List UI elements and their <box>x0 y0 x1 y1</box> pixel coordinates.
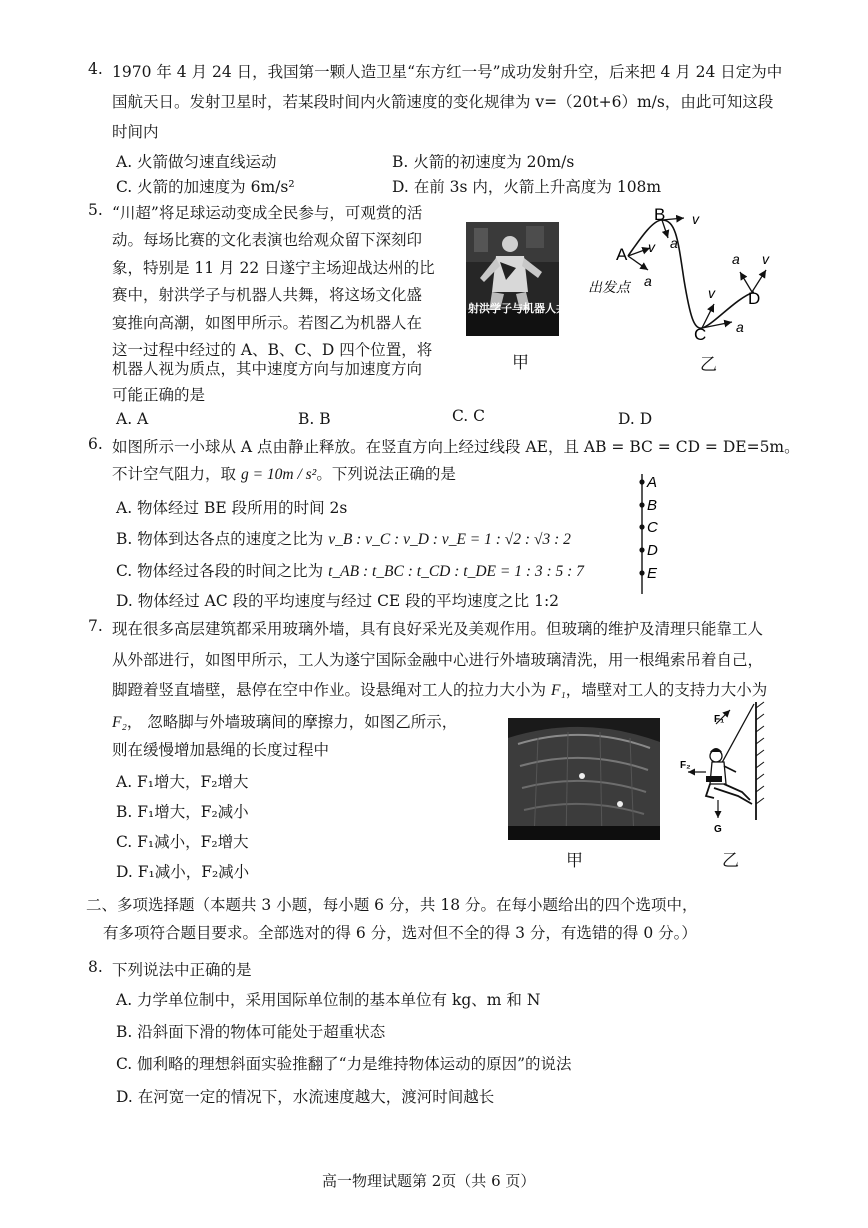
q7-option-b: B. F₁增大，F₂减小 <box>116 803 249 821</box>
point-c-a-label: a <box>736 319 744 335</box>
q5-number: 5. <box>88 201 103 219</box>
q4-option-a: A. 火箭做匀速直线运动 <box>116 153 277 171</box>
q5-trajectory-diagram <box>586 200 786 376</box>
q5-stem-line: 可能正确的是 <box>112 386 206 404</box>
point-b-a-label: a <box>670 235 678 251</box>
point-d-label: D <box>647 542 658 559</box>
q5-stem-line: 动。每场比赛的文化表演也给观众留下深刻印 <box>112 231 423 249</box>
point-b-label: B <box>654 205 666 224</box>
q7-worker-force-diagram <box>670 700 770 850</box>
section2-heading-line1: 二、多项选择题（本题共 3 小题，每小题 6 分，共 18 分。在每小题给出的四个选项中， <box>86 896 698 914</box>
q4-option-d: D. 在前 3s 内，火箭上升高度为 108m <box>392 178 662 196</box>
point-c-label: C <box>694 325 707 344</box>
q6-option-c-text: C. 物体经过各段的时间之比为 <box>116 562 329 580</box>
q7-stem-line3-post: ，墙壁对工人的支持力大小为 <box>565 681 768 699</box>
q6-option-a: A. 物体经过 BE 段所用的时间 2s <box>116 499 348 517</box>
q8-option-a: A. 力学单位制中，采用国际单位制的基本单位有 kg、m 和 N <box>116 991 541 1009</box>
q8-option-d: D. 在河宽一定的情况下，水流速度越大，渡河时间越长 <box>116 1088 495 1106</box>
q7-stem-line1: 现在很多高层建筑都采用玻璃外墙，具有良好采光及美观作用。但玻璃的维护及清理只能靠工人 <box>112 620 764 638</box>
q4-option-b: B. 火箭的初速度为 20m/s <box>392 153 575 171</box>
q7-stem-line3 <box>112 678 767 700</box>
q5-stem-line: 这一过程中经过的 A、B、C、D 四个位置，将 <box>112 341 433 359</box>
q7-stem-line4-post: ， 忽略脚与外墙玻璃间的摩擦力，如图乙所示， <box>126 713 458 731</box>
point-c-dot <box>639 524 644 529</box>
q6-option-b <box>116 527 571 549</box>
q7-stem-line2: 从外部进行，如图甲所示，工人为遂宁国际金融中心进行外墙玻璃清洗，用一根绳索吊着自己， <box>112 651 764 669</box>
q8-number: 8. <box>88 958 103 976</box>
q6-stem-line2-pre: 不计空气阻力，取 <box>112 465 241 483</box>
q6-stem-line2-post: 。下列说法正确的是 <box>316 465 456 483</box>
q6-option-c-formula: t_AB : t_BC : t_CD : t_DE = 1 : 3 : 5 : 7 <box>328 563 584 580</box>
q7-option-a: A. F₁增大，F₂增大 <box>116 773 249 791</box>
glass-building-photo-icon <box>508 718 660 840</box>
point-b-dot <box>639 502 644 507</box>
q5-stem-line: 机器人视为质点，其中速度方向与加速度方向 <box>112 360 423 378</box>
q5-stem-line: 象，特别是 11 月 22 日遂宁主场迎战达州的比 <box>112 259 435 277</box>
force-f2-label: F₂ <box>680 760 691 771</box>
q4-stem-line3: 时间内 <box>112 123 159 141</box>
q5-stem-line: 宴推向高潮，如图甲所示。若图乙为机器人在 <box>112 314 423 332</box>
q6-vertical-line-diagram <box>630 470 670 596</box>
point-a-a-label: a <box>644 273 652 289</box>
q5-option-c: C. C <box>452 407 486 425</box>
q5-figure-yi-label: 乙 <box>700 355 717 375</box>
point-a-dot <box>639 479 644 484</box>
q4-stem-line2: 国航天日。发射卫星时，若某段时间内火箭速度的变化规律为 v=（20t+6）m/s，由此可知这段 <box>112 93 774 111</box>
point-e-dot <box>639 570 644 575</box>
page-footer: 高一物理试题第 2页（共 6 页） <box>322 1172 536 1190</box>
q7-building-photo <box>508 718 660 840</box>
q7-stem-line4 <box>112 710 457 732</box>
point-a-v-label: v <box>648 239 655 255</box>
q7-force-f1: F₁ <box>550 682 566 699</box>
start-point-label: 出发点 <box>588 279 630 295</box>
force-g-label: G <box>714 824 722 835</box>
q7-option-d: D. F₁减小，F₂减小 <box>116 863 250 881</box>
q5-stem-line: 赛中，射洪学子与机器人共舞，将这场文化盛 <box>112 286 423 304</box>
q6-number: 6. <box>88 435 103 453</box>
point-a-acceleration-arrow <box>628 256 648 270</box>
point-d-v-label: v <box>762 251 769 267</box>
point-d-a-label: a <box>732 251 740 267</box>
q6-option-d: D. 物体经过 AC 段的平均速度与经过 CE 段的平均速度之比 1:2 <box>116 592 560 610</box>
q6-stem-line1: 如图所示一小球从 A 点由静止释放。在竖直方向上经过线段 AE，且 AB = BC = CD = DE=5m。 <box>112 438 800 456</box>
point-b-v-label: v <box>692 211 699 227</box>
q7-option-c: C. F₁减小，F₂增大 <box>116 833 249 851</box>
section2-heading-line2: 有多项符合题目要求。全部选对的得 6 分，选对但不全的得 3 分，有选错的得 0 分。） <box>103 924 697 942</box>
q7-force-f2: F₂ <box>112 714 127 731</box>
q7-stem-line5: 则在缓慢增加悬绳的长度过程中 <box>112 741 330 759</box>
q4-number: 4. <box>88 60 103 78</box>
worker-icon <box>706 748 752 804</box>
q6-option-c <box>116 559 584 581</box>
q8-option-b: B. 沿斜面下滑的物体可能处于超重状态 <box>116 1023 386 1041</box>
q7-stem-line3-pre: 脚蹬着竖直墙壁，悬停在空中作业。设悬绳对工人的拉力大小为 <box>112 681 551 699</box>
point-a-label: A <box>647 474 658 491</box>
q6-stem-line2 <box>112 462 456 484</box>
q5-figure-jia-label: 甲 <box>512 353 529 373</box>
q5-stem-line: “川超”将足球运动变成全民参与，可观赏的活 <box>112 204 423 222</box>
q7-figure-jia-label: 甲 <box>566 851 583 871</box>
q8-option-c: C. 伽利略的理想斜面实验推翻了“力是维持物体运动的原因”的说法 <box>116 1055 572 1073</box>
point-c-v-label: v <box>708 285 715 301</box>
q4-option-c: C. 火箭的加速度为 6m/s² <box>116 178 295 196</box>
q6-gravity-formula: g = 10m / s² <box>240 466 317 483</box>
point-d-label: D <box>748 289 761 308</box>
point-c-label: C <box>647 519 658 536</box>
q8-stem: 下列说法中正确的是 <box>112 961 252 979</box>
force-f1-label: F₁ <box>714 714 725 725</box>
q5-option-b: B. B <box>298 410 331 428</box>
q5-option-a: A. A <box>116 410 149 428</box>
q5-option-d: D. D <box>618 410 653 428</box>
q7-number: 7. <box>88 617 103 635</box>
point-d-dot <box>639 547 644 552</box>
q6-option-b-formula: v_B : v_C : v_D : v_E = 1 : √2 : √3 : 2 <box>328 531 571 548</box>
q6-option-b-text: B. 物体到达各点的速度之比为 <box>116 530 329 548</box>
q7-figure-yi-label: 乙 <box>722 851 739 871</box>
q5-robot-photo <box>466 222 559 336</box>
q5-photo-caption: 射洪学子与机器人共舞 <box>468 303 578 315</box>
point-b-label: B <box>647 497 658 514</box>
point-a-label: A <box>616 245 628 264</box>
robot-dance-photo-icon <box>466 222 559 336</box>
q4-stem-line1: 1970 年 4 月 24 日，我国第一颗人造卫星“东方红一号”成功发射升空，后来把 4 月 24 日定为中 <box>112 63 783 81</box>
point-e-label: E <box>647 565 658 582</box>
